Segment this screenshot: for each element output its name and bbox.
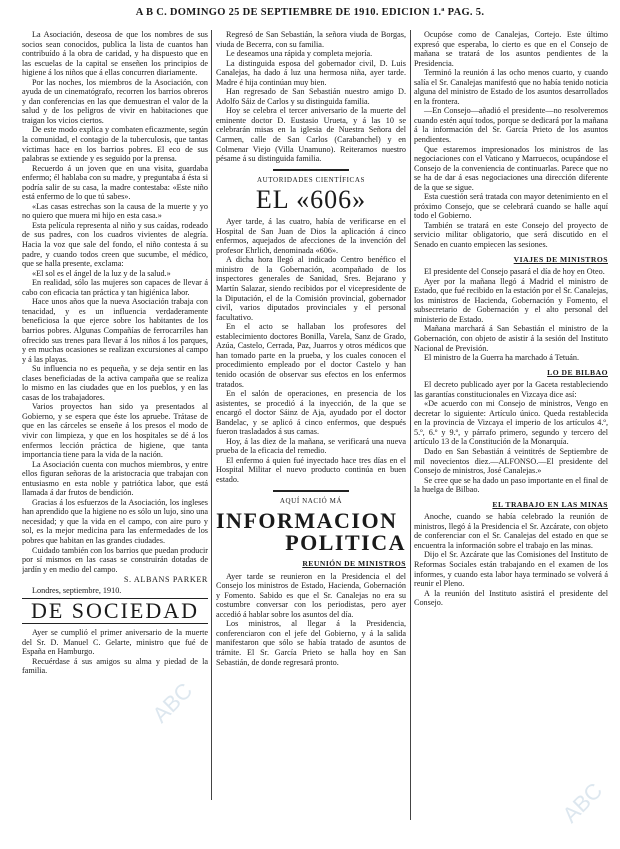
article-paragraph: En el salón de operaciones, en presencia de los asistentes, se procedió á la inyección, de la que se encargó el doctor Sáinz de Aja, ayudado por el doctor Bandelac, y se aplicó á cinco enfermos, que después fueron trasladados á sus camas. — [216, 389, 406, 437]
article-paragraph: Ayer tarde, á las cuatro, había de verificarse en el Hospital de San Juan de Dios la aplicación á cinco enfermos, aquejados de afecciones de la invención del profesor Ehrlich, denominada «606». — [216, 217, 406, 255]
article-paragraph: Que estaremos impresionados los ministros de las negociaciones con el Vaticano y Marruecos, ocupándose el Consejo de la conveniencia de continuarlas. Parece que no se ha de dar á esas negociaciones una dirección diferente de la que se sigue. — [414, 144, 608, 192]
article-paragraph: Hoy, á las diez de la mañana, se verificará una nueva prueba de la eficacia del remedio. — [216, 436, 406, 456]
author-signature: S. ALBANS PARKER — [123, 575, 208, 585]
article-paragraph: También se tratará en este Consejo del proyecto de servicio militar obligatorio, que será discutido en el Senado en cuanto empiecen las sesiones. — [414, 220, 608, 250]
article-paragraph: Ayer tarde se reunieron en la Presidencia el del Consejo los ministros de Estado, Hacienda, Gobernación y Fomento. Sabido es que el Sr. Canalejas no era su costumbre conversar con los periodistas, pero ayer accedió á hablar sobre los asuntos del día. — [216, 571, 406, 619]
watermark: ABC — [557, 777, 608, 828]
divider-rule — [273, 490, 349, 492]
article-paragraph: A dicha hora llegó al indicado Centro benéfico el ministro de la Gobernación, acompañado de los inspectores generales de Sanidad, Sres. Bejarano y Martín Salazar, siendo recibidos por el vicepresidente de la Diputación, el de la Comisión provincial, gobernador civil, varios diputados provinciales y el personal facultativo. — [216, 255, 406, 322]
article-paragraph: Le deseamos una rápida y completa mejoría. — [226, 49, 373, 59]
article-paragraph: La Asociación, deseosa de que los nombres de sus socios sean conocidos, publica la lista de cuantos han contribuído á la obra de caridad, y ha dispuesto que en las escuelas de la capital se enseñen los principios de higiene á los niños que á ellas concurren diariamente. — [22, 30, 208, 78]
article-paragraph: Hoy se celebra el tercer aniversario de la muerte del eminente doctor D. Eustasio Urueta, y á las 10 se celebrarán misas en la iglesia de Nuestra Señora del Carmen, calle de San Carlos (Carabanchel) y en Colmenar Viejo (Villa Unamuno). Reiteramos nuestro pésame á su distinguida familia. — [216, 106, 406, 164]
article-paragraph: Han regresado de San Sebastián nuestro amigo D. Adolfo Sáiz de Carlos y su distinguida familia. — [216, 87, 406, 106]
headline: EL «606» — [255, 185, 367, 215]
dateline: Londres, septiembre, 1910. — [32, 585, 122, 595]
article-paragraph: Regresó de San Sebastián, la señora viuda de Borgas, viuda de Becerra, con su familia. — [216, 30, 406, 49]
watermark: ABC — [147, 677, 198, 728]
article-paragraph: Esta película representa al niño y sus caídas, rodeado de sus padres, con los cuadros vivientes de alegría. Hacia la voz que sale del fondo, el niño contesta á su padre, y cuando todos creen que sucumbe, el médico, que se halla presente, exclama: — [22, 220, 208, 269]
headline: POLITICA — [285, 530, 406, 556]
article-paragraph: Su influencia no es pequeña, y se deja sentir en las clases beneficiadas de la activa campaña que se realiza lo mismo en las ciudades que en los pueblos, y en las casas de los trabajadores. — [22, 364, 208, 402]
article-paragraph: —En Consejo—añadió el presidente—no resolveremos cuando estén aquí todos, porque se dedicará por la mañana á la información del Sr. García Prieto de los asuntos pendientes. — [414, 106, 608, 145]
article-paragraph: En realidad, sólo las mujeres son capaces de llevar á cabo con eficacia tan práctica y tan higiénica labor. — [22, 278, 208, 297]
section-heading: LO DE BILBAO — [547, 367, 608, 377]
article-paragraph: A la reunión del Instituto asistirá el presidente del Consejo. — [414, 588, 608, 608]
column-3 — [414, 30, 608, 820]
article-paragraph: Dijo el Sr. Azcárate que las Comisiones del Instituto de Reformas Sociales están trabajando en el examen de los informes, y cuando esta labor haya terminado se volverá á reunir el Pleno. — [414, 550, 608, 589]
article-paragraph: Varios proyectos han sido ya presentados al Gobierno, y se espera que éste los apruebe. Trátase de que en las cárceles se enseñe á los presos el modo de vivir con limpieza, y que en los hospitales se dé á los enfermos lección práctica de higiene, que tanta importancia tiene para la vida de la nación. — [22, 402, 208, 460]
column-2 — [216, 30, 406, 820]
page-masthead: A B C. DOMINGO 25 DE SEPTIEMBRE DE 1910. EDICION 1.ª PAG. 5. — [135, 7, 485, 18]
article-paragraph: Esta cuestión será tratada con mayor detenimiento en el próximo Consejo, que se celebrará cuando se halle aquí todo el Gobierno. — [414, 192, 608, 221]
article-paragraph: Anoche, cuando se había celebrado la reunión de ministros, llegó á la Presidencia el Sr. Azcárate, con objeto de conferenciar con el Sr. Canalejas del estado en que se encuentra la información sobre el trabajo en las minas. — [414, 512, 608, 550]
article-paragraph: Mañana marchará á San Sebastián el ministro de la Gobernación, con objeto de asistir á la sesión del Instituto Nacional de Previsión. — [414, 324, 608, 353]
article-paragraph: «Las casas estrechas son la causa de la muerte y yo no quiero que muera mi hijo en esta casa.» — [22, 201, 208, 221]
article-paragraph: «De acuerdo con mi Consejo de ministros, Vengo en decretar lo siguiente: Artículo único. Queda restablecida en la provincia de Vizcaya el imperio de los artículos 4.º, 5.º, 6.º y 9.º, y párrafo primero, segundo y tercero del artículo 13 de la Constitución de la Monarquía. — [414, 399, 608, 447]
article-paragraph: Por las noches, los miembros de la Asociación, con ayuda de un cinematógrafo, recorren los barrios obreros y dan conferencias en las que demuestran el valor de la salud y de los peligros de vivir en habitaciones que traigan los vicios ciertos. — [22, 77, 208, 125]
article-paragraph: Recuérdase á sus amigos su alma y piedad de la familia. — [22, 656, 208, 676]
article-paragraph: La Asociación cuenta con muchos miembros, y entre ellos figuran señoras de la aristocracia que trabajan con entusiasmo en esta noble y patriótica labor, que está llamada á dar frutos de bendición. — [22, 459, 208, 498]
article-paragraph: Ayer por la mañana llegó á Madrid el ministro de Estado, que fué recibido en la estación por el Sr. Canalejas, los ministros de Hacienda, Gobernación y Fomento, el subsecretario de Gobernación y el alto personal del ministerio de Estado. — [414, 276, 608, 324]
article-paragraph: Ocupóse como de Canalejas, Cortejo. Este último expresó que esperaba, lo cierto es que en el Consejo de mañana se tratará de los asuntos pendientes de la Presidencia. — [414, 30, 608, 68]
article-paragraph: Gracias á los esfuerzos de la Asociación, los ingleses han aprendido que la higiene no es sólo un lujo, sino una necesidad; y que la vida en el campo, con aire puro y sol, es la mejor medicina para las enfermedades de los pobres que habitan en las grandes ciudades. — [22, 497, 208, 545]
section-title: DE SOCIEDAD — [22, 598, 208, 624]
column-divider — [211, 30, 212, 800]
article-paragraph: «El sol es el ángel de la luz y de la salud.» — [32, 268, 171, 278]
article-paragraph: En el acto se hallaban los profesores del establecimiento doctores Bonilla, Varela, Sanz de Grado, Azúa, Castelo, Cerrada, Paz, Juarros y otros médicos que han tomado parte en la prueba, y los cuales conocen el procedimiento empleado por el doctor Castelo y han tenido ocasión de observar sus efectos en los enfermos tratados. — [216, 322, 406, 389]
column-divider — [410, 30, 411, 820]
headline: INFORMACION — [216, 508, 398, 534]
article-paragraph: Terminó la reunión á las ocho menos cuarto, y cuando salía el Sr. Canalejas manifestó que no había tenido noticia alguna del ministro de Estado de los asuntos desarrollados en la frontera. — [414, 68, 608, 106]
article-paragraph: El ministro de la Guerra ha marchado á Tetuán. — [424, 353, 580, 363]
article-paragraph: El enfermo á quien fué inyectado hace tres días en el Hospital Militar el nuevo producto continúa en buen estado. — [216, 455, 406, 484]
article-paragraph: Hace unos años que la nueva Asociación trabaja con tenacidad, y es un influencia verdaderamente beneficiosa la que ejerce sobre los habitantes de los barrios pobres. Algunas Compañías de ferrocarriles han ofrecido sus trenes para llevar á los niños á los parques, y en muchas ocasiones se realizan excursiones al campo y á las playas. — [22, 297, 208, 364]
article-paragraph: Ayer se cumplió el primer aniversario de la muerte del Sr. D. Manuel C. Gelarte, ministro que fué de España en Hamburgo. — [22, 628, 208, 657]
article-paragraph: De este modo explica y combaten eficazmente, según la comunidad, el contagio de la tuberculosis, que tantas víctimas hace en los barrios pobres. El eco de sus palabras se extiende y es seguido por la prensa. — [22, 125, 208, 164]
article-paragraph: El presidente del Consejo pasará el día de hoy en Oteo. — [424, 267, 605, 277]
article-paragraph: La distinguida esposa del gobernador civil, D. Luis Canalejas, ha dado á luz una hermosa niña, ayer tarde. Madre é hija continúan muy bien. — [216, 58, 406, 87]
divider-rule — [273, 169, 349, 171]
kicker-heading: AQUÍ NACIÓ MÁ — [279, 496, 343, 505]
article-paragraph: Dado en San Sebastián á veintitrés de Septiembre de mil novecientos diez.—ALFONSO.—El presidente del Consejo de ministros, José Canalejas.» — [414, 446, 608, 476]
section-heading: REUNIÓN DE MINISTROS — [302, 559, 406, 569]
section-heading: VIAJES DE MINISTROS — [513, 254, 608, 264]
kicker-heading: AUTORIDADES CIENTÍFICAS — [257, 175, 365, 184]
article-paragraph: Los ministros, al llegar á la Presidencia, conferenciaron con el jefe del Gobierno, y á la salida manifestaron que sólo se había tratado de asuntos de trámite. El Sr. García Prieto se halla hoy en San Sebastián, de donde regresará pronto. — [216, 619, 406, 667]
article-paragraph: Recuerdo á un joven que en una visita, guardaba enfermo; él hablaba con su madre, y preguntaba á ésta si podría salir de su casa, la madre contestaba: «Este niño está enfermo de lo que tú sabes». — [22, 163, 208, 202]
section-heading: EL TRABAJO EN LAS MINAS — [492, 499, 608, 509]
article-paragraph: Se cree que se ha dado un paso importante en el final de la huelga de Bilbao. — [414, 475, 608, 495]
article-paragraph: El decreto publicado ayer por la Gaceta restableciendo las garantías constitucionales en Vizcaya dice así: — [414, 380, 608, 399]
article-paragraph: Cuidado también con los barrios que puedan producir por sí mismos en las casas se construirán dotadas de jardín y en medio del campo. — [22, 545, 208, 574]
